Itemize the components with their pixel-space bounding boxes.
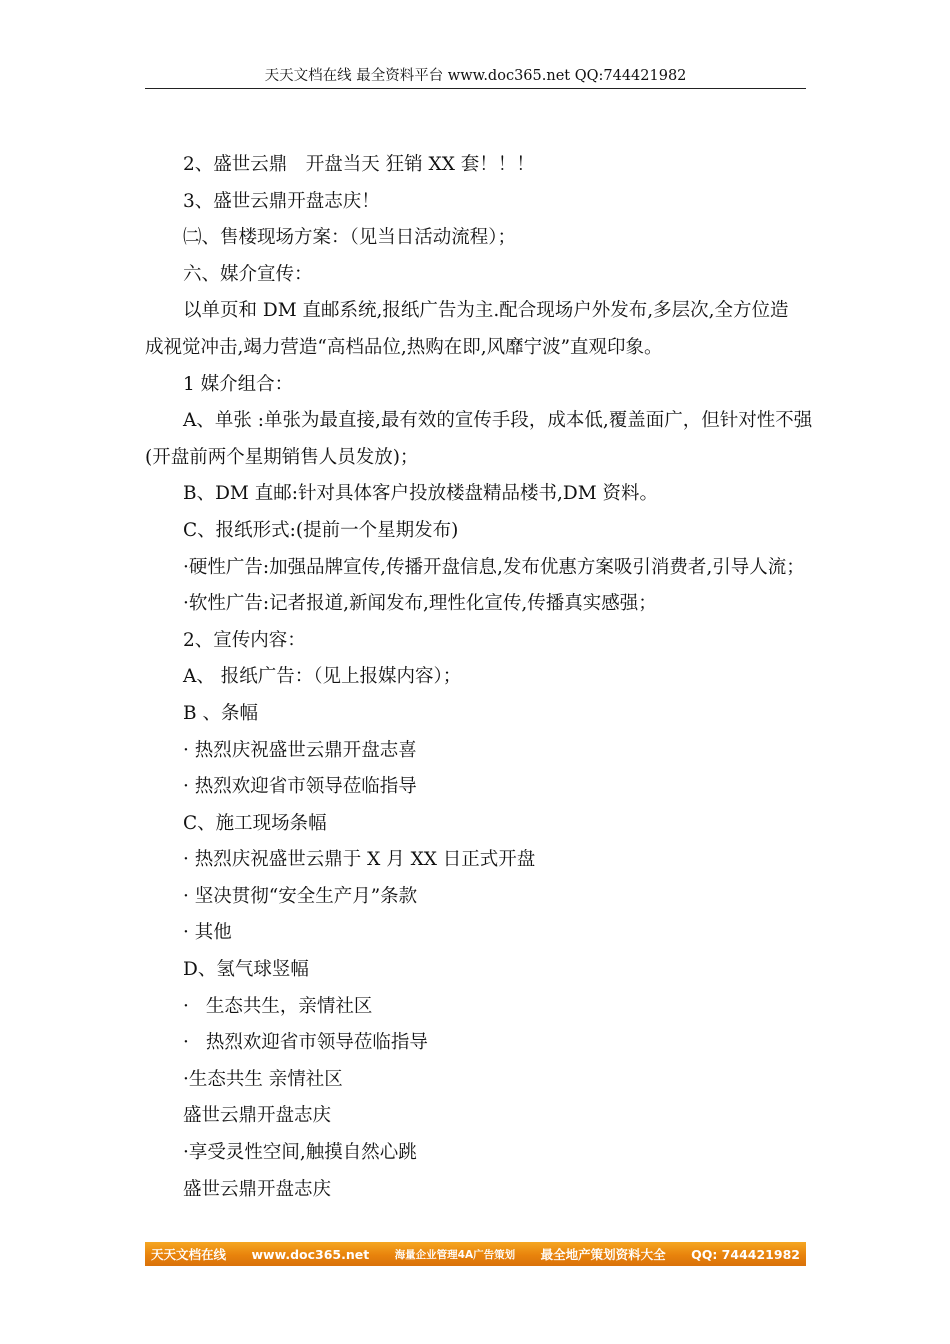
text-line: A、 报纸广告：（见上报媒内容）； <box>183 666 462 688</box>
bullet-line: · 热烈欢迎省市领导莅临指导 <box>183 776 417 798</box>
text-line: C、报纸形式:(提前一个星期发布) <box>183 519 459 541</box>
bullet-line: · 热烈庆祝盛世云鼎开盘志喜 <box>183 739 417 761</box>
bullet-line: ·软性广告:记者报道,新闻发布,理性化宣传,传播真实感强； <box>183 593 657 615</box>
paragraph-line: (开盘前两个星期销售人员发放)； <box>145 446 419 468</box>
text-line: 盛世云鼎开盘志庆 <box>183 1105 332 1127</box>
text-line: C、施工现场条幅 <box>183 812 327 834</box>
bullet-mark: · <box>183 995 189 1017</box>
footer-tagline: 海量企业管理4A广告策划 <box>394 1248 516 1261</box>
footer-url: www.doc365.net <box>251 1246 370 1262</box>
bullet-line <box>145 1025 807 1062</box>
bullet-mark: · <box>183 1032 189 1054</box>
footer-slogan: 最全地产策划资料大全 <box>540 1247 666 1262</box>
text-line: 2、盛世云鼎 开盘当天 狂销 XX 套！！！ <box>183 154 535 175</box>
footer-site-name: 天天文档在线 <box>151 1247 227 1262</box>
paragraph-line: 以单页和 DM 直邮系统,报纸广告为主.配合现场户外发布,多层次,全方位造 <box>183 300 789 322</box>
text-line: 盛世云鼎开盘志庆 <box>183 1178 332 1200</box>
bullet-text: 生态共生，亲情社区 <box>205 995 373 1017</box>
subheading: 1 媒介组合： <box>183 373 294 395</box>
bullet-text: 热烈欢迎省市领导莅临指导 <box>205 1032 428 1054</box>
text-line: ㈡、售楼现场方案：（见当日活动流程）； <box>183 227 517 249</box>
text-line: B 、条幅 <box>183 702 258 724</box>
page-header: 天天文档在线 最全资料平台 www.doc365.net QQ:744421982 <box>264 68 687 84</box>
text-line: B、DM 直邮:针对具体客户投放楼盘精品楼书,DM 资料。 <box>183 483 659 505</box>
bullet-line <box>145 989 807 1026</box>
bullet-line: ·硬性广告:加强品牌宣传,传播开盘信息,发布优惠方案吸引消费者,引导人流； <box>183 556 805 578</box>
header-divider <box>145 88 806 89</box>
footer-banner <box>145 1242 806 1266</box>
bullet-line: · 其他 <box>183 922 232 944</box>
bullet-line: · 坚决贯彻“安全生产月”条款 <box>183 885 418 907</box>
document-body <box>145 147 813 1208</box>
bullet-line: ·生态共生 亲情社区 <box>183 1068 343 1090</box>
paragraph-line: 成视觉冲击,竭力营造“高档品位,热购在即,风靡宁波”直观印象。 <box>145 336 663 358</box>
section-heading: 六、媒介宣传： <box>183 263 313 285</box>
bullet-line: ·享受灵性空间,触摸自然心跳 <box>183 1142 417 1164</box>
bullet-line: · 热烈庆祝盛世云鼎于 X 月 XX 日正式开盘 <box>183 849 536 871</box>
subheading: 2、宣传内容： <box>183 629 306 651</box>
paragraph-line: A、单张 :单张为最直接,最有效的宣传手段，成本低,覆盖面广，但针对性不强 <box>183 410 813 432</box>
footer-qq: QQ: 744421982 <box>691 1246 800 1262</box>
text-line: 3、盛世云鼎开盘志庆！ <box>183 190 380 212</box>
text-line: D、氢气球竖幅 <box>183 959 309 981</box>
